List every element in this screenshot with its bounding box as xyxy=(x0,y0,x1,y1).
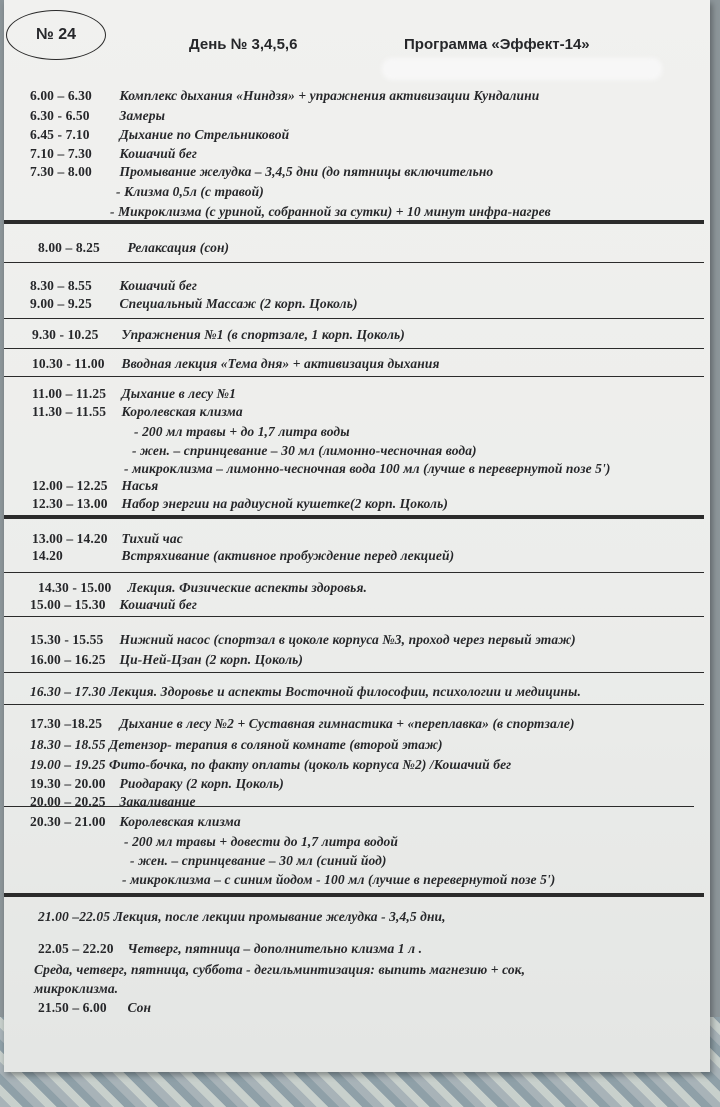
separator-rule xyxy=(4,318,704,319)
schedule-row: 21.50 – 6.00 Сон xyxy=(38,1000,152,1015)
schedule-subitem: - жен. – спринцевание – 30 мл (лимонно-чесночная вода) xyxy=(132,443,477,458)
separator-rule xyxy=(4,704,704,705)
schedule-subitem: - 200 мл травы + довести до 1,7 литра водой xyxy=(124,834,398,849)
program-title: Программа «Эффект-14» xyxy=(404,36,590,53)
schedule-row: 6.00 – 6.30 Комплекс дыхания «Ниндзя» + упражнения активизации Кундалини xyxy=(30,88,540,103)
redacted-area xyxy=(382,58,662,80)
schedule-row: 11.00 – 11.25 Дыхание в лесу №1 xyxy=(32,386,236,401)
page-number-oval xyxy=(6,10,106,60)
schedule-subitem: - жен. – спринцевание – 30 мл (синий йод) xyxy=(130,853,387,868)
schedule-sheet xyxy=(4,0,710,1072)
schedule-row: 7.30 – 8.00 Промывание желудка – 3,4,5 дни (до пятницы включительно xyxy=(30,164,494,179)
separator-rule xyxy=(4,220,704,224)
schedule-row: 19.30 – 20.00 Риодараку (2 корп. Цоколь) xyxy=(30,776,284,791)
separator-rule xyxy=(4,376,704,377)
separator-rule xyxy=(4,672,704,673)
separator-rule xyxy=(4,515,704,519)
separator-rule xyxy=(4,572,704,573)
schedule-subitem: - микроклизма – с синим йодом - 100 мл (лучше в перевернутой позе 5') xyxy=(122,872,556,887)
schedule-row: 6.30 - 6.50 Замеры xyxy=(30,108,166,123)
day-range: День № 3,4,5,6 xyxy=(189,36,298,53)
schedule-row: 10.30 - 11.00 Вводная лекция «Тема дня» + активизация дыхания xyxy=(32,356,440,371)
schedule-note: Среда, четверг, пятница, суббота - дегильминтизация: выпить магнезию + сок, xyxy=(34,962,526,977)
schedule-row: 9.30 - 10.25 Упражнения №1 (в спортзале, 1 корп. Цоколь) xyxy=(32,327,405,342)
schedule-row: 16.00 – 16.25 Ци-Ней-Цзан (2 корп. Цоколь) xyxy=(30,652,303,667)
separator-rule xyxy=(4,262,704,263)
schedule-row: 8.30 – 8.55 Кошачий бег xyxy=(30,278,197,293)
schedule-row: 15.00 – 15.30 Кошачий бег xyxy=(30,597,197,612)
schedule-row: 22.05 – 22.20 Четверг, пятница – дополнительно клизма 1 л . xyxy=(38,941,423,956)
schedule-row: 11.30 – 11.55 Королевская клизма xyxy=(32,404,243,419)
schedule-row: 20.00 – 20.25 Закаливание xyxy=(30,794,196,809)
schedule-row: 13.00 – 14.20 Тихий час xyxy=(32,531,183,546)
schedule-row: 12.00 – 12.25 Насья xyxy=(32,478,159,493)
separator-rule xyxy=(4,348,704,349)
schedule-row: 14.30 - 15.00 Лекция. Физические аспекты здоровья. xyxy=(38,580,367,595)
schedule-row: 18.30 – 18.55 Детензор- терапия в соляной комнате (второй этаж) xyxy=(30,737,443,752)
schedule-row: 21.00 –22.05 Лекция, после лекции промывание желудка - 3,4,5 дни, xyxy=(38,909,446,924)
schedule-row: 8.00 – 8.25 Релаксация (сон) xyxy=(38,240,230,255)
schedule-row: 20.30 – 21.00 Королевская клизма xyxy=(30,814,241,829)
page-number: № 24 xyxy=(35,26,77,43)
schedule-subitem: - Микроклизма (с уриной, собранной за сутки) + 10 минут инфра-нагрев xyxy=(110,204,551,219)
schedule-row: 9.00 – 9.25 Специальный Массаж (2 корп. Цоколь) xyxy=(30,296,358,311)
schedule-subitem: - Клизма 0,5л (с травой) xyxy=(116,184,264,199)
schedule-subitem: - 200 мл травы + до 1,7 литра воды xyxy=(134,424,350,439)
schedule-row: 15.30 - 15.55 Нижний насос (спортзал в цоколе корпуса №3, проход через первый этаж) xyxy=(30,632,576,647)
separator-rule xyxy=(4,616,704,617)
schedule-subitem: - микроклизма – лимонно-чесночная вода 100 мл (лучше в перевернутой позе 5') xyxy=(124,461,611,476)
schedule-row: 7.10 – 7.30 Кошачий бег xyxy=(30,146,197,161)
schedule-row: 6.45 - 7.10 Дыхание по Стрельниковой xyxy=(30,127,290,142)
schedule-row: 14.20 Встряхивание (активное пробуждение перед лекцией) xyxy=(32,548,455,563)
separator-rule xyxy=(4,893,704,897)
schedule-row: 16.30 – 17.30 Лекция. Здоровье и аспекты Восточной философии, психологии и медицины. xyxy=(30,684,581,699)
schedule-row: 12.30 – 13.00 Набор энергии на радиусной кушетке(2 корп. Цоколь) xyxy=(32,496,448,511)
schedule-row: 19.00 – 19.25 Фито-бочка, по факту оплаты (цоколь корпуса №2) /Кошачий бег xyxy=(30,757,512,772)
schedule-note: микроклизма. xyxy=(34,981,119,996)
schedule-row: 17.30 –18.25 Дыхание в лесу №2 + Суставная гимнастика + «переплавка» (в спортзале) xyxy=(30,716,575,731)
